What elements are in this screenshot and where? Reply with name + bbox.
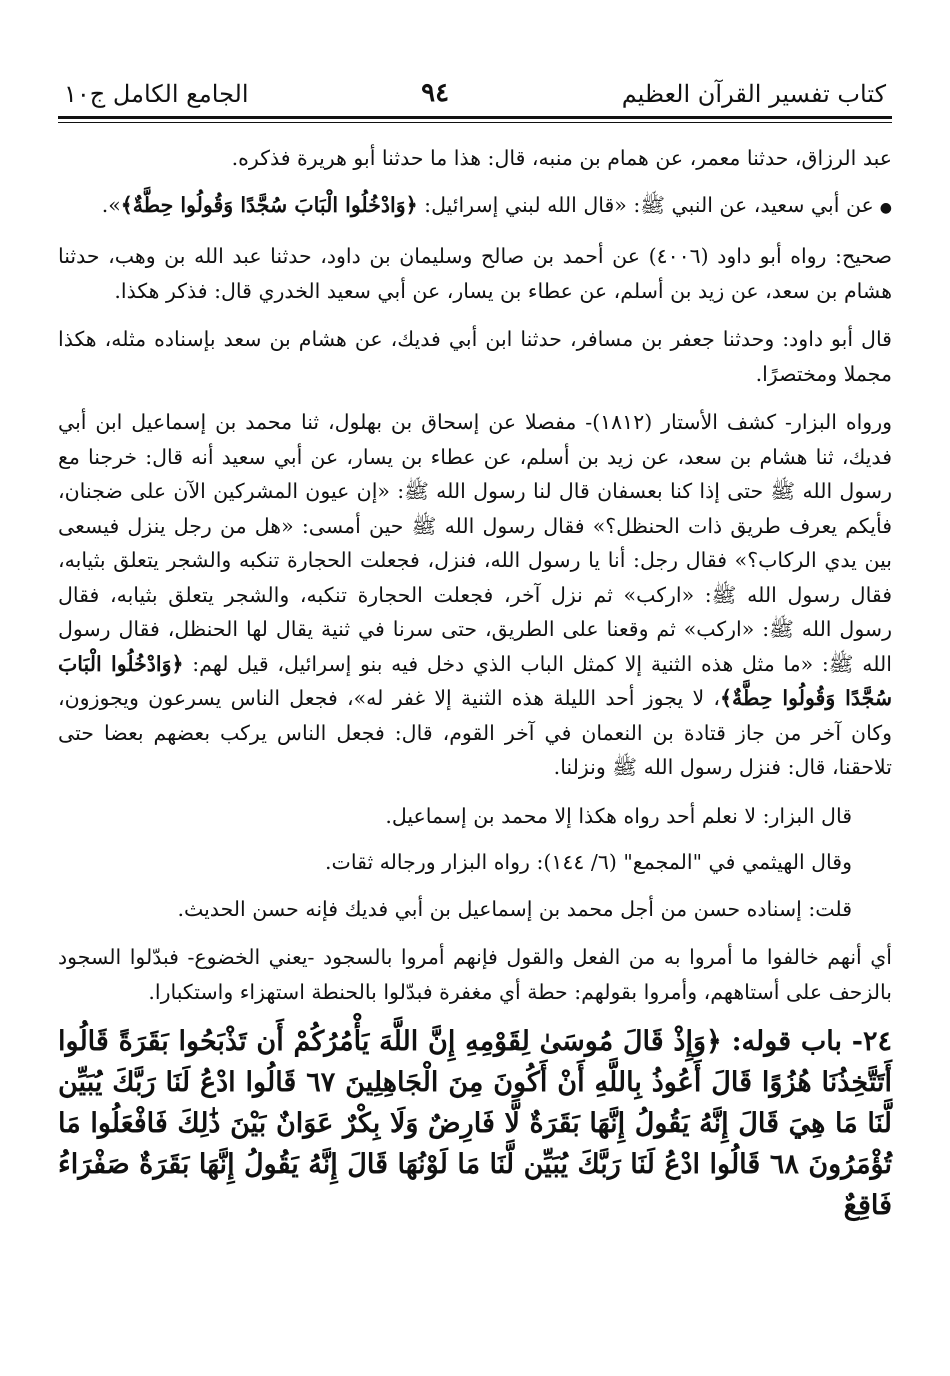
haythami-note: وقال الهيثمي في "المجمع" (٦/ ١٤٤): رواه البزار ورجاله ثقات.	[325, 850, 852, 874]
header-rule-thin	[58, 122, 892, 123]
bazzar-text-1: ورواه البزار- كشف الأستار (١٨١٢)- مفصلا عن إسحاق بن بهلول، ثنا محمد بن إسماعيل ابن أبي فديك، ثنا هشام بن سعد، عن زيد بن أسلم، عن عطاء بن يسار، عن أبي سعيد أنه قال: خرجنا مع رسول الله ﷺ حتى إذا كنا بعسفان قال لنا رسول الله ﷺ: «إن عيون المشركين الآن على ضجنان، فأيكم يعرف طريق ذات الحنظل؟» فقال رسول الله ﷺ حين أمسى: «هل من رجل ينزل فيسعى بين يدي الركاب؟» فقال رجل: أنا يا رسول الله، فنزل، فجعلت الحجارة تنكبه والشجر يتعلق بثيابه، فقال رسول الله ﷺ: «اركب» ثم نزل آخر، فجعلت الحجارة تنكبه، والشجر يتعلق بثيابه، فقال رسول الله ﷺ: «اركب» ثم وقعنا على الطريق، حتى سرنا في ثنية يقال لها الحنظل، فقال رسول الله ﷺ: «ما مثل هذه الثنية إلا كمثل الباب الذي دخل فيه بنو إسرائيل، قيل لهم:	[58, 410, 893, 676]
chapter-heading	[58, 1021, 892, 1226]
bazzar-note: قال البزار: لا نعلم أحد رواه هكذا إلا محمد بن إسماعيل.	[385, 803, 852, 828]
bazzar-paragraph	[58, 405, 892, 785]
quran-quote: ﴿وَادْخُلُوا الْبَابَ سُجَّدًا وَقُولُوا حِطَّةٌ﴾	[120, 192, 418, 217]
bazzar-text-2: ، لا يجوز أحد الليلة هذه الثنية إلا غفر له»، فجعل الناس يسرعون ويجوزون، وكان آخر من جاز قتادة بن النعمان في آخر القوم، قال: فجعل الناس يركب بعضهم بعضا حتى تلاحقنا، قال: فنزل رسول الله ﷺ ونزلنا.	[58, 686, 892, 779]
page-body	[58, 141, 892, 1226]
author-note: قلت: إسناده حسن من أجل محمد بن إسماعيل بن أبي فديك فإنه حسن الحديث.	[177, 896, 852, 921]
hadith-paragraph	[58, 188, 892, 226]
abu-dawud-paragraph: قال أبو داود: وحدثنا جعفر بن مسافر، حدثنا ابن أبي فديك، عن هشام بن سعد بإسناده مثله، هكذا مجملا ومختصرًا.	[58, 327, 892, 386]
book-title: كتاب تفسير القرآن العظيم	[621, 80, 886, 108]
paragraph-1: عبد الرزاق، حدثنا معمر، عن همام بن منبه، قال: هذا ما حدثنا أبو هريرة فذكره.	[231, 146, 892, 170]
explanation-paragraph: أي أنهم خالفوا ما أمروا به من الفعل والقول فإنهم أمروا بالسجود -يعني الخضوع- فبدّلوا السجود بالزحف على أستاههم، وأمروا بقولهم: حطة أي مغفرة فبدّلوا بالحنطة استهزاء واستكبارا.	[58, 945, 892, 1004]
hadith-text: عن أبي سعيد، عن النبي ﷺ: «قال الله لبني إسرائيل:	[417, 192, 874, 217]
hadith-end: ».	[101, 192, 121, 217]
header-rule-thick	[58, 116, 892, 119]
page-header	[58, 64, 892, 108]
page-number: ٩٤	[421, 78, 450, 108]
takhrij-paragraph: صحيح: رواه أبو داود (٤٠٠٦) عن أحمد بن صالح وسليمان بن داود، حدثنا عبد الله بن وهب، حدثنا هشام بن سعد، عن زيد بن أسلم، عن عطاء بن يسار، عن أبي سعيد الخدري قال: فذكر هكذا.	[58, 244, 893, 303]
chapter-verse: ﴿وَإِذْ قَالَ مُوسَىٰ لِقَوْمِهِ إِنَّ اللَّهَ يَأْمُرُكُمْ أَن تَذْبَحُوا بَقَرَةً قَالُوا أَتَتَّخِذُنَا هُزُوًا قَالَ أَعُوذُ بِاللَّهِ أَنْ أَكُونَ مِنَ الْجَاهِلِينَ ٦٧ قَالُوا ادْعُ لَنَا رَبَّكَ يُبَيِّن لَّنَا مَا هِيَ قَالَ إِنَّهُ يَقُولُ إِنَّهَا بَقَرَةٌ لَّا فَارِضٌ وَلَا بِكْرٌ عَوَانٌ بَيْنَ ذَٰلِكَ فَافْعَلُوا مَا تُؤْمَرُونَ ٦٨ قَالُوا ادْعُ لَنَا رَبَّكَ يُبَيِّن لَّنَا مَا لَوْنُهَا قَالَ إِنَّهُ يَقُولُ إِنَّهَا بَقَرَةٌ صَفْرَاءُ فَاقِعٌ	[58, 1026, 893, 1221]
volume-title: الجامع الكامل ج١٠	[64, 80, 249, 108]
quran-quote-2: ﴿وَادْخُلُوا الْبَابَ سُجَّدًا وَقُولُوا حِطَّةٌ﴾	[58, 651, 892, 710]
chapter-label: ٢٤- باب قوله:	[721, 1026, 892, 1057]
